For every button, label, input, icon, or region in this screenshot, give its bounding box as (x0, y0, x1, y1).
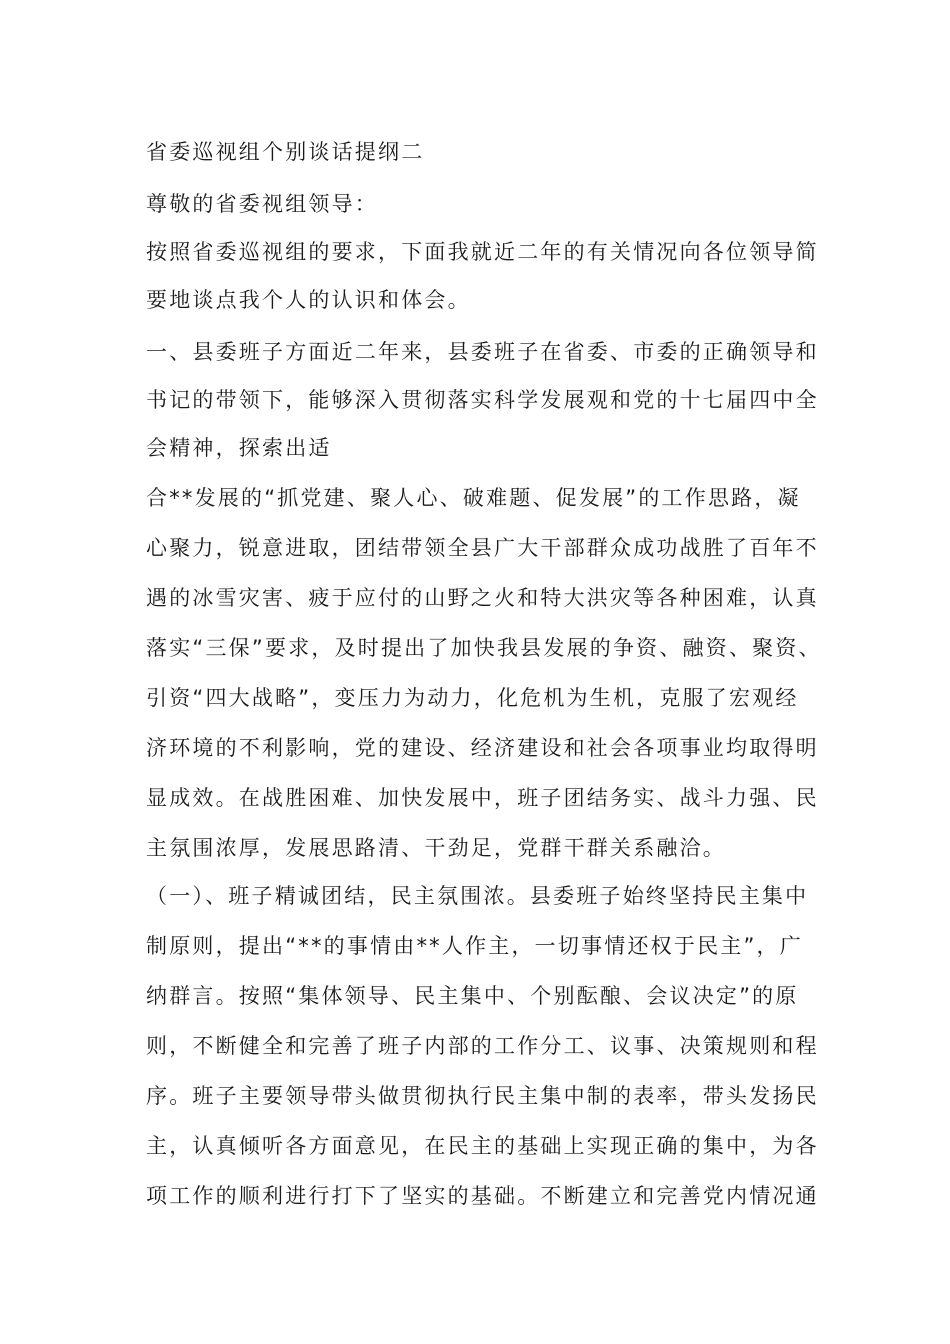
text-line: 主氛围浓厚，发展思路清、干劲足，党群干群关系融洽。 (146, 836, 726, 860)
text-line: 项工作的顺利进行打下了坚实的基础。不断建立和完善党内情况通 (146, 1184, 819, 1208)
text-line: 要地谈点我个人的认识和体会。 (146, 288, 471, 312)
text-line: 主，认真倾听各方面意见，在民主的基础上实现正确的集中，为各 (146, 1134, 819, 1158)
text-line: 落实“三保”要求，及时提出了加快我县发展的争资、融资、聚资、 (146, 636, 822, 660)
text-line: 书记的带领下，能够深入贯彻落实科学发展观和党的十七届四中全 (146, 388, 819, 412)
text-line: 一、县委班子方面近二年来，县委班子在省委、市委的正确领导和 (146, 340, 819, 364)
text-line: 合**发展的“抓党建、聚人心、破难题、促发展”的工作思路，凝 (146, 486, 801, 510)
text-line: 纳群言。按照“集体领导、民主集中、个别酝酿、会议决定”的原 (146, 984, 799, 1008)
text-line: 序。班子主要领导带头做贯彻执行民主集中制的表率，带头发扬民 (146, 1084, 819, 1108)
text-line: 按照省委巡视组的要求，下面我就近二年的有关情况向各位领导简 (146, 240, 819, 264)
text-line: 则，不断健全和完善了班子内部的工作分工、议事、决策规则和程 (146, 1034, 819, 1058)
text-line: 会精神，探索出适 (146, 436, 332, 460)
text-line: （一）、班子精诚团结，民主氛围浓。县委班子始终坚持民主集中 (146, 884, 809, 908)
text-line: 济环境的不利影响，党的建设、经济建设和社会各项事业均取得明 (146, 736, 819, 760)
text-line: 引资“四大战略”，变压力为动力，化危机为生机，克服了宏观经 (146, 686, 799, 710)
document-title: 省委巡视组个别谈话提纲二 (146, 140, 425, 164)
text-line: 显成效。在战胜困难、加快发展中，班子团结务实、战斗力强、民 (146, 786, 819, 810)
text-line: 遇的冰雪灾害、疲于应付的山野之火和特大洪灾等各种困难，认真 (146, 586, 819, 610)
salutation: 尊敬的省委视组领导： (146, 192, 378, 216)
text-line: 心聚力，锐意进取，团结带领全县广大干部群众成功战胜了百年不 (146, 536, 819, 560)
text-line: 制原则，提出“**的事情由**人作主，一切事情还权于民主”，广 (146, 934, 803, 958)
